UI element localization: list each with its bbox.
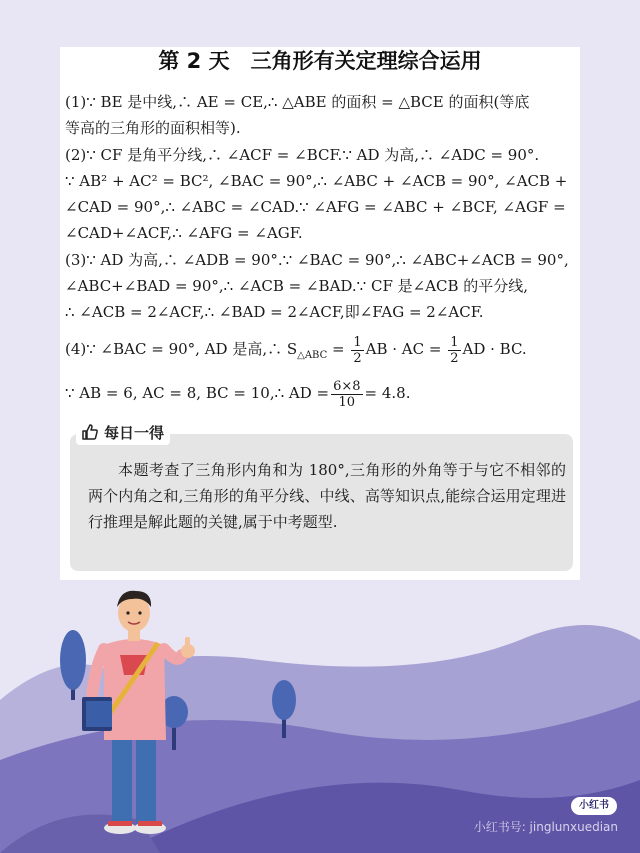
- fraction-numerator: 6×8: [333, 378, 361, 394]
- line11-end: = 4.8.: [364, 384, 411, 402]
- answer-line-7: (3)∵ AD 为高,∴ ∠ADB = 90°.∵ ∠BAC = 90°,∴ ∠ABC+∠ACB = 90°,: [65, 251, 569, 269]
- student-illustration: [70, 585, 210, 840]
- watermark: 小红书号: jinglunxuedian: [473, 820, 618, 834]
- tip-title: 每日一得: [104, 423, 165, 442]
- page-title: 第 2 天 三角形有关定理综合运用: [158, 49, 482, 73]
- answer-line-5: ∠CAD = 90°,∴ ∠ABC = ∠CAD.∵ ∠AFG = ∠ABC + ∠BCF, ∠AGF =: [65, 198, 566, 216]
- answer-line-11: [65, 373, 577, 413]
- fraction-numerator: 1: [353, 334, 362, 350]
- answer-line-6: ∠CAD+∠ACF,∴ ∠AFG = ∠AGF.: [65, 224, 303, 242]
- fraction-denominator: 2: [450, 350, 459, 366]
- line10-end: AD · BC.: [462, 340, 527, 358]
- tip-text: 本题考查了三角形内角和为 180°,三角形的外角等于与它不相邻的两个内角之和,三角形的角平分线、中线、高等知识点,能综合运用定理进行推理是解此题的关键,属于中考题型.: [88, 461, 566, 531]
- xiaohongshu-logo: 小红书: [571, 797, 617, 815]
- fraction-denominator: 2: [353, 350, 362, 366]
- answer-line-8: ∠ABC+∠BAD = 90°,∴ ∠ACB = ∠BAD.∵ CF 是∠ACB 的平分线,: [65, 277, 529, 295]
- answer-line-1: (1)∵ BE 是中线,∴ AE = CE,∴ △ABE 的面积 = △BCE 的面积(等底: [65, 93, 530, 111]
- answer-line-4: ∵ AB² + AC² = BC², ∠BAC = 90°,∴ ∠ABC + ∠ACB = 90°, ∠ACB +: [65, 172, 568, 190]
- line10-eq: =: [327, 340, 350, 358]
- thumbs-up-icon: [80, 422, 100, 442]
- line11-start: ∵ AB = 6, AC = 8, BC = 10,∴ AD =: [65, 384, 330, 402]
- line10-mid: AB · AC =: [365, 340, 447, 358]
- answer-line-9: ∴ ∠ACB = 2∠ACF,∴ ∠BAD = 2∠ACF,即∠FAG = 2∠ACF.: [65, 303, 484, 321]
- area-subscript: △ABC: [297, 350, 328, 361]
- fraction-half-1: [351, 335, 363, 366]
- fraction-ad: [331, 379, 362, 410]
- answer-line-2: 等高的三角形的面积相等).: [65, 119, 241, 137]
- answer-line-10: [65, 331, 577, 367]
- answer-card: [60, 47, 580, 580]
- line10-start: (4)∵ ∠BAC = 90°, AD 是高,∴ S: [65, 340, 298, 358]
- tip-header: [76, 419, 170, 445]
- fraction-half-2: [448, 335, 460, 366]
- answer-line-3: (2)∵ CF 是角平分线,∴ ∠ACF = ∠BCF.∵ AD 为高,∴ ∠ADC = 90°.: [65, 146, 540, 164]
- fraction-denominator: 10: [338, 394, 356, 410]
- fraction-numerator: 1: [450, 334, 459, 350]
